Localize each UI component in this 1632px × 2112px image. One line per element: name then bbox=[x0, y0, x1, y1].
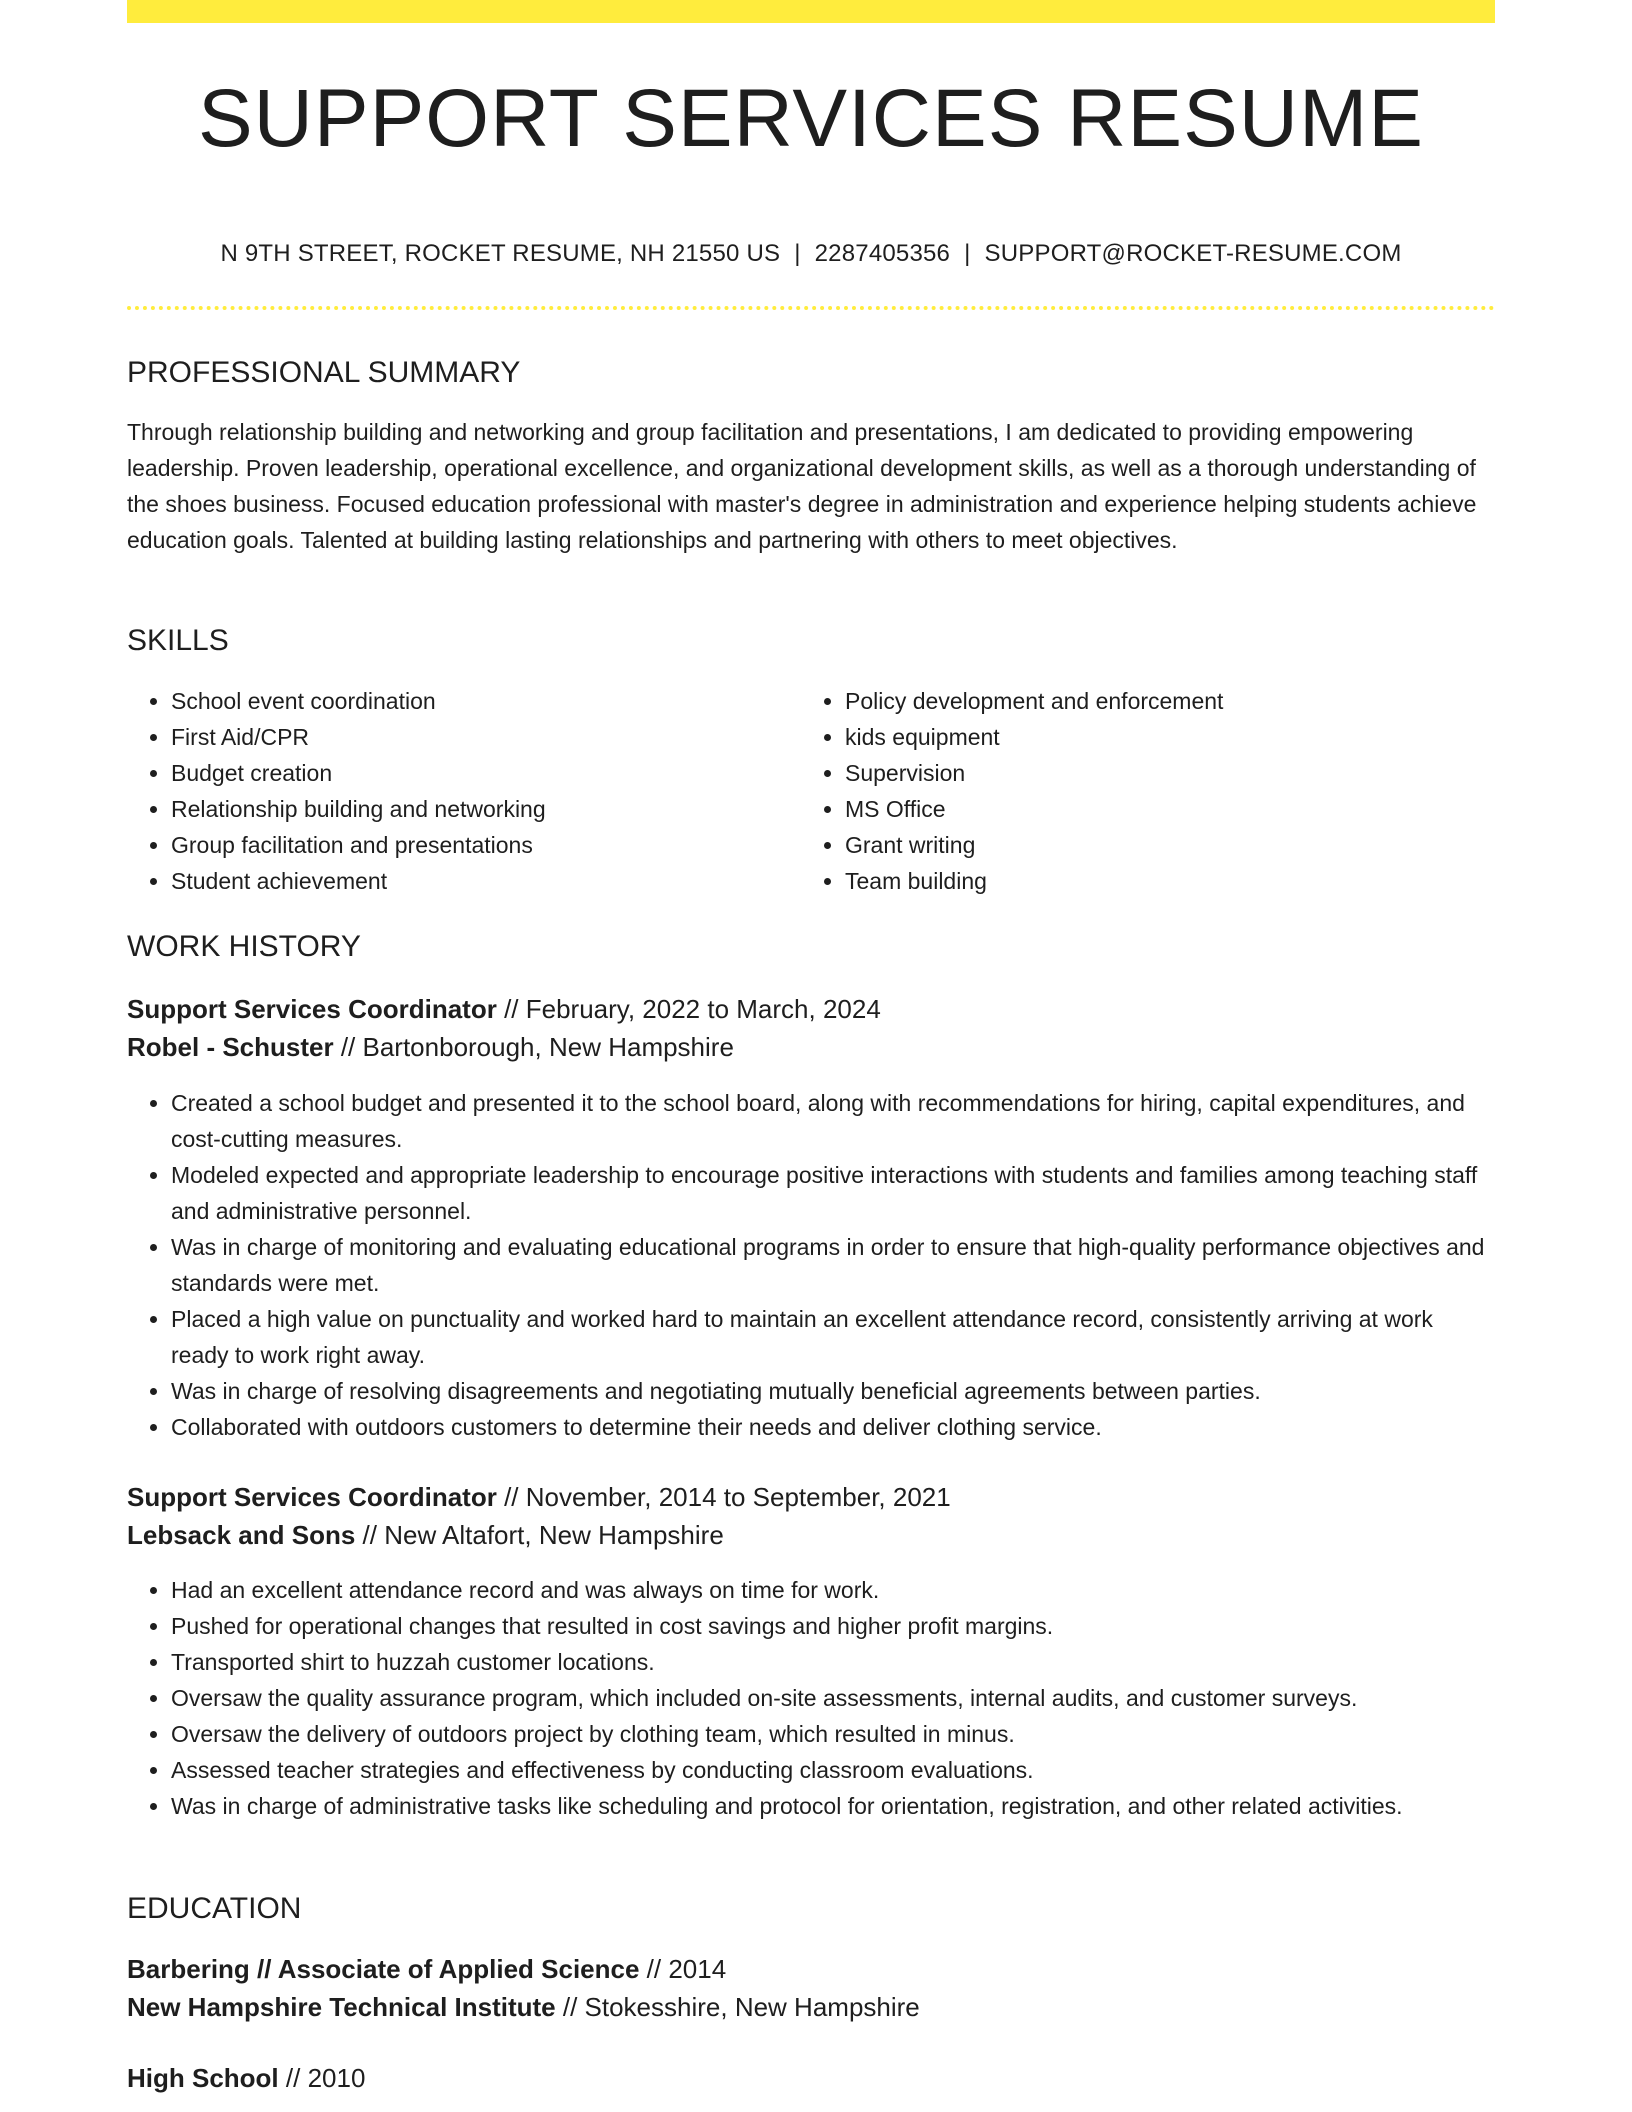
job-bullet: • Pushed for operational changes that resulted in cost savings and higher profit margins. bbox=[171, 1608, 1495, 1644]
job-company-line bbox=[127, 1516, 1495, 1554]
job-bullet: • Oversaw the quality assurance program, which included on-site assessments, internal audits, and customer surveys. bbox=[171, 1680, 1495, 1716]
job-bullet: • Created a school budget and presented it to the school board, along with recommendations for hiring, capital expenditures, and cost-cutting measures. bbox=[171, 1085, 1495, 1157]
summary-heading: PROFESSIONAL SUMMARY bbox=[127, 356, 521, 389]
education-heading: EDUCATION bbox=[127, 1892, 302, 1925]
summary-text: Through relationship building and networking and group facilitation and presentations, I am dedicated to providing empowering leadership. Proven leadership, operational excellence, and organizational development skills, as well as a thorough understanding of the shoes business. Focused education professional with master's degree in administration and experience helping students achieve education goals. Talented at building lasting relationships and partnering with others to meet objectives. bbox=[127, 419, 1477, 553]
job-location: // New Altafort, New Hampshire bbox=[362, 1520, 724, 1550]
job-bullet: • Was in charge of resolving disagreements and negotiating mutually beneficial agreements between parties. bbox=[171, 1373, 1495, 1409]
skills-heading: SKILLS bbox=[127, 624, 229, 657]
skill-item: • Group facilitation and presentations bbox=[171, 827, 811, 863]
skill-item: • School event coordination bbox=[171, 683, 811, 719]
skills-column-right bbox=[801, 683, 1485, 899]
job-bullet: • Was in charge of administrative tasks like scheduling and protocol for orientation, registration, and other related activities. bbox=[171, 1788, 1495, 1824]
education-degree: Barbering // Associate of Applied Science bbox=[127, 1954, 640, 1984]
education-year: // 2010 bbox=[285, 2063, 366, 2093]
skills-column-left bbox=[127, 683, 811, 899]
job-bullets bbox=[127, 1572, 1495, 1824]
job-title-line bbox=[127, 990, 1495, 1028]
job-bullet: • Was in charge of monitoring and evaluating educational programs in order to ensure that high-quality performance objectives and standards were met. bbox=[171, 1229, 1495, 1301]
contact-separator: | bbox=[964, 240, 971, 267]
job-company: Lebsack and Sons bbox=[127, 1520, 356, 1550]
job-dates: // November, 2014 to September, 2021 bbox=[504, 1482, 951, 1512]
job-dates: // February, 2022 to March, 2024 bbox=[504, 994, 881, 1024]
education-degree-line bbox=[127, 2059, 1495, 2097]
job-bullet: • Modeled expected and appropriate leadership to encourage positive interactions with students and families among teaching staff and administrative personnel. bbox=[171, 1157, 1495, 1229]
education-school: New Hampshire Technical Institute bbox=[127, 1992, 556, 2022]
contact-address: N 9TH STREET, ROCKET RESUME, NH 21550 US bbox=[220, 240, 781, 267]
skill-item: • First Aid/CPR bbox=[171, 719, 811, 755]
education-year: // 2014 bbox=[646, 1954, 727, 1984]
contact-email[interactable]: SUPPORT@ROCKET-RESUME.COM bbox=[984, 240, 1402, 267]
job-bullet: • Collaborated with outdoors customers to determine their needs and deliver clothing service. bbox=[171, 1409, 1495, 1445]
skill-item: • Policy development and enforcement bbox=[845, 683, 1485, 719]
job-company: Robel - Schuster bbox=[127, 1032, 334, 1062]
accent-top-bar bbox=[127, 0, 1495, 23]
job-location: // Bartonborough, New Hampshire bbox=[340, 1032, 734, 1062]
education-degree: High School bbox=[127, 2063, 279, 2093]
job-bullets bbox=[127, 1085, 1495, 1445]
resume-title: SUPPORT SERVICES RESUME bbox=[197, 73, 1424, 164]
job-bullet: • Had an excellent attendance record and was always on time for work. bbox=[171, 1572, 1495, 1608]
job-bullet: • Assessed teacher strategies and effectiveness by conducting classroom evaluations. bbox=[171, 1752, 1495, 1788]
education-degree-line bbox=[127, 1950, 1495, 1988]
job-title-line bbox=[127, 1478, 1495, 1516]
contact-separator: | bbox=[794, 240, 801, 267]
contact-line bbox=[127, 240, 1495, 268]
skill-item: • Budget creation bbox=[171, 755, 811, 791]
skill-item: • Grant writing bbox=[845, 827, 1485, 863]
contact-phone[interactable]: 2287405356 bbox=[814, 240, 951, 267]
job-bullet: • Transported shirt to huzzah customer locations. bbox=[171, 1644, 1495, 1680]
skill-item: • Supervision bbox=[845, 755, 1485, 791]
skill-item: • Team building bbox=[845, 863, 1485, 899]
education-location: // Stokesshire, New Hampshire bbox=[562, 1992, 920, 2022]
skill-item: • Relationship building and networking bbox=[171, 791, 811, 827]
job-title: Support Services Coordinator bbox=[127, 1482, 497, 1512]
job-bullet: • Placed a high value on punctuality and worked hard to maintain an excellent attendance record, consistently arriving at work ready to work right away. bbox=[171, 1301, 1495, 1373]
skill-item: • kids equipment bbox=[845, 719, 1485, 755]
job-title: Support Services Coordinator bbox=[127, 994, 497, 1024]
skill-item: • Student achievement bbox=[171, 863, 811, 899]
education-school-line bbox=[127, 1988, 1495, 2026]
job-bullet: • Oversaw the delivery of outdoors project by clothing team, which resulted in minus. bbox=[171, 1716, 1495, 1752]
work-heading: WORK HISTORY bbox=[127, 930, 361, 963]
dotted-divider bbox=[127, 306, 1495, 310]
skill-item: • MS Office bbox=[845, 791, 1485, 827]
job-company-line bbox=[127, 1028, 1495, 1066]
